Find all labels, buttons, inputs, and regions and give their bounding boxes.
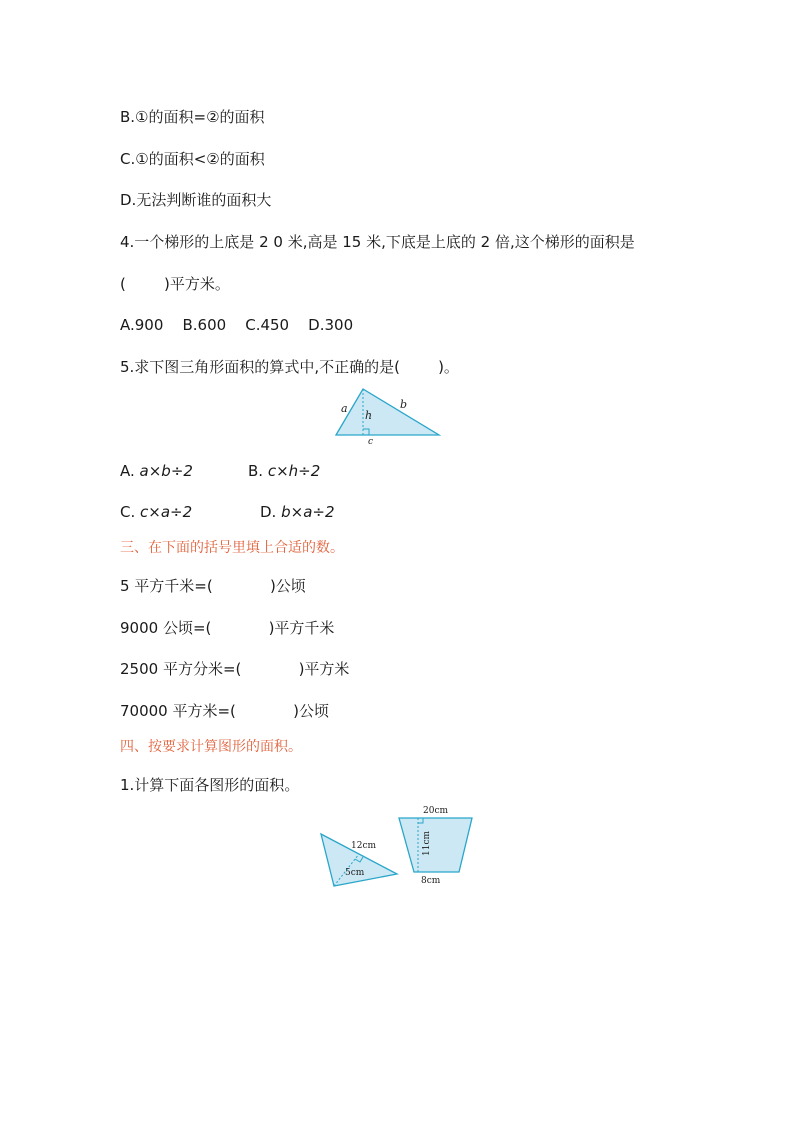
trapezoid	[399, 818, 472, 872]
question-4-stem: 4.一个梯形的上底是 2 0 米,高是 15 米,下底是上底的 2 倍,这个梯形的面积是	[120, 233, 635, 251]
q5-option-d-letter: D.	[260, 503, 277, 521]
q5-triangle	[336, 389, 439, 435]
conversion-item-2: 9000 公顷=( )平方千米	[120, 619, 335, 637]
q5-option-a	[120, 461, 193, 481]
conversion-item-4: 70000 平方米=( )公顷	[120, 702, 329, 720]
q5-option-c-letter: C.	[120, 503, 136, 521]
q5-triangle-figure	[330, 385, 445, 447]
trapezoid-height-label: 11cm	[422, 830, 432, 856]
q5-label-b: b	[400, 398, 408, 411]
q5-option-b-letter: B.	[248, 462, 264, 480]
question-4-options: A.900 B.600 C.450 D.300	[120, 316, 354, 334]
trapezoid-bottom-label: 8cm	[421, 876, 441, 886]
question-4-blank: ( )平方米。	[120, 275, 230, 293]
q5-option-b	[248, 461, 320, 481]
q5-label-a: a	[341, 402, 348, 415]
trapezoid-top-label: 20cm	[423, 806, 449, 816]
option-3d: D.无法判断谁的面积大	[120, 191, 272, 209]
q5-option-c-expr: c×a÷2	[140, 503, 193, 521]
triangle-base-label: 5cm	[345, 868, 365, 878]
q5-option-b-expr: c×h÷2	[267, 462, 321, 480]
area-figures	[315, 800, 480, 892]
option-3b: B.①的面积=②的面积	[120, 108, 265, 126]
q5-option-d-expr: b×a÷2	[281, 503, 335, 521]
q5-option-c	[120, 502, 192, 522]
q5-label-h: h	[365, 409, 373, 422]
section-4-heading: 四、按要求计算图形的面积。	[120, 739, 302, 755]
q5-label-c: c	[368, 437, 374, 447]
section-3-heading: 三、在下面的括号里填上合适的数。	[120, 540, 344, 556]
conversion-item-3: 2500 平方分米=( )平方米	[120, 660, 350, 678]
q5-option-a-letter: A.	[120, 462, 135, 480]
conversion-item-1: 5 平方千米=( )公顷	[120, 577, 306, 595]
triangle-height-label: 12cm	[351, 841, 377, 851]
q5-option-a-expr: a×b÷2	[139, 462, 193, 480]
q5-option-d	[260, 502, 335, 522]
question-5-stem: 5.求下图三角形面积的算式中,不正确的是( )。	[120, 358, 459, 376]
section-4-question-1: 1.计算下面各图形的面积。	[120, 776, 300, 794]
option-3c: C.①的面积<②的面积	[120, 150, 265, 168]
